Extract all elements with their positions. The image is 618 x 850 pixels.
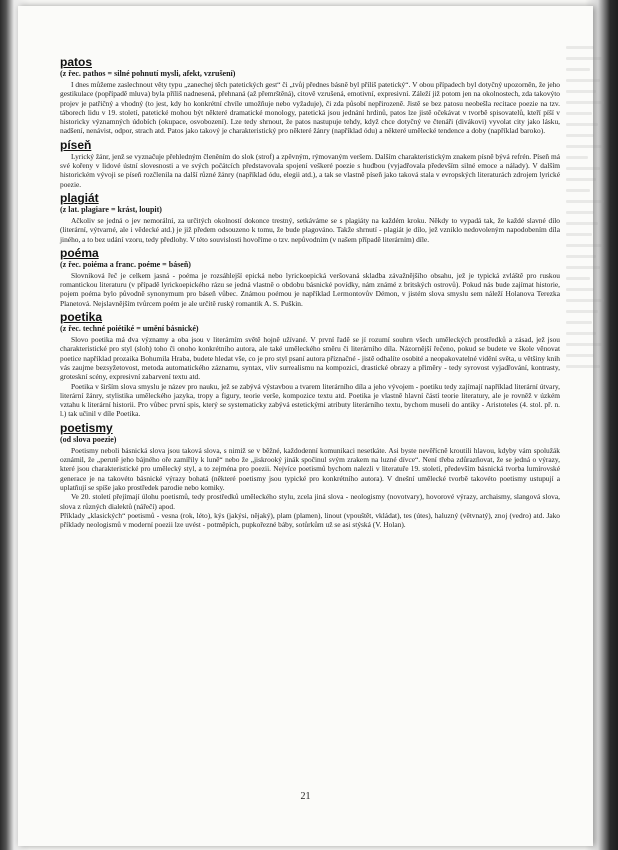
entry-paragraph: Ačkoliv se jedná o jev nemorální, za určitých okolností dokonce trestný, setkáváme se s plagiáty na každém kroku. Někdy to vypadá tak, že každé slavné dílo (literární, výtvarné, ale i vědecké atd.) je již předem odsouzeno k tomu, že bude plagováno. Takže shrnutí - plagiát je dílo, jež vzniklo nedovoleným napodobením díla jiného, a to bez udání vzoru, tedy předlohy. V této souvislosti hovoříme o tzv. nepůvodním (v našem případě literárním) díle. — [60, 215, 560, 244]
entry-paragraph: Slovo poetika má dva významy a oba jsou v literárním světě hojně užívané. V první řadě se jí rozumí souhrn všech uměleckých prostředků a zásad, jež jsou charakteristické pro styl (sloh) toho či onoho konkrétního autora, ale také uměleckého směru či literárního díla. Názornější řečeno, pokud se budete ve škole věnovat poetice například prozaika Bohumila Hraba, budete hledat vše, co je pro styl psaní autora příznačné - jistě odhalíte osobité a neopakovatelné vidění světa, u většiny knih vás zaujme bezsyžetovost, metoda automatického záznamu, syntax, vliv surrealismu na kompozici, drastické obrazy a přiměry - tedy syrovost vyjadřování, kontrasty, groteskní scény, expresivní zabarvení textu atd. — [60, 335, 560, 382]
entry-plagiat — [60, 192, 560, 244]
entry-term: plagiát — [60, 190, 99, 205]
entry-etymology: (z řec. techné poiétiké = umění básnické) — [60, 324, 199, 334]
entry-paragraph: Poetika v širším slova smyslu je název pro nauku, jež se zabývá výstavbou a tvarem literárního díla a jeho vývojem - poetiku tedy zajímají například literární útvary, literární žánry, stylistika uměleckého jazyka, tropy a figury, teorie verše, kompozice textu atd. Poetika je vlastně hlavní částí teorie literatury, ale je rovněž v úzkém vztahu k literární historii. Pro vůbec první spis, který se systematicky zabývá estetickými atributy literárního textu, bychom museli do antiky - Aristoteles (4. stol. př. n. l.) tak učinil v díle Poetika. — [60, 381, 560, 419]
document-body — [60, 56, 560, 532]
entry-etymology: (od slova poezie) — [60, 434, 117, 444]
entry-etymology: (z lat. plagiare = krást, loupit) — [60, 204, 162, 214]
entry-term: poetika — [60, 310, 103, 325]
entry-term: poéma — [60, 245, 99, 260]
entry-poetismy — [60, 422, 560, 530]
bleed-through-text — [566, 46, 606, 806]
entry-paragraph: Příklady „klasických“ poetismů - vesna (rok, léto), kýs (jakýsi, nějaký), plam (plamen), linout (vpouštět, vkládat), tes (útes), haluzný (větvnatý), znoj (vedro) atd. Jako příklady neologismů v moderní poezii lze uvést - potměpích, pupkořezné báby, sotůrkům už se asi stýská (V. Holan). — [60, 510, 560, 530]
entry-poema — [60, 247, 560, 308]
entry-term: píseň — [60, 137, 92, 152]
entry-etymology: (z řec. pathos = silné pohnutí mysli, afekt, vzrušení) — [60, 69, 236, 78]
entry-paragraph: I dnes můžeme zaslechnout věty typu „zanechej těch patetických gest“ či „tvůj přednes básně byl příliš patetický“. V obou případech byl dotyčný upozorněn, že jeho gestikulace (popřípadě mluva) byla příliš nadnesená, přehnaná (až přemrštěná), citově vzrušená, emotivní, expresivní. Záleží již potom jen na okolnostech, zda takovýto projev je patřičný a vhodný (to jest, kdy ho konkrétní chvíle umožňuje nebo vyžaduje), či zda působí nepřirozeně. Jistě se bez patosu neobešla recitace poezie na tzv. táborech lidu v 19. století, patetické mohou být některé dramatické monology, patetická jsou jednání hrdinů, patos lze jistě očekávat v tvorbě spisovatelů, kteří píší v historicky významných údobích (okupace, osvobození). Lze tedy shrnout, že patos nastupuje tehdy, když chce dotyčný ve čtenáři (divákovi) vyvolat city jako lásku, nadšení, nenávist, odpor, strach atd. Patos jako takový je charakteristický pro některé žánry (například ódu) a některé umělecké tendence a doby (například baroko). — [60, 80, 560, 136]
entry-patos — [60, 56, 560, 136]
entry-paragraph: Lyrický žánr, jenž se vyznačuje přehledným členěním do slok (strof) a zpěvným, rýmovaným veršem. Dalším charakteristickým znakem písně bývá refrén. Píseň má své kořeny v lidové ústní slovesnosti a ve svých počátcích představovala spojení veškeré poezie s hudbou (vyjadřovala především silné emoce a nálady). V dalším historickém vývoji se píseň rozčlenila na další různé žánry (například ódu, elegii atd.), a tak se vlastně píseň jako taková stala v evropských literaturách zdrojem lyrické poezie. — [60, 151, 560, 189]
entry-etymology: (z řec. poiéma a franc. poéme = báseň) — [60, 259, 191, 269]
entry-poetika — [60, 311, 560, 419]
entry-term: poetismy — [60, 420, 113, 435]
entry-paragraph: Poetismy neboli básnická slova jsou taková slova, s nimiž se v běžné, každodenní komunikaci nesetkáte. Asi byste nevěřícně kroutili hlavou, kdyby vám spolužák oznámil, že „perutě jeho bájného oře zamířily k luně“ nebo že „jiskrooký jinák spočinul svým zrakem na luzné dívce“. Není třeba zdůrazňovat, že se jedná o výrazy, které jsou charakteristické pro umělecký styl, a to zejména pro poezii. Nejvíce poetismů bychom nalezli v literatuře 19. století, především básnická tvorba lumírovské generace je na takovéto básnické výrazy bohatá (některé poetismy jsou typické pro konkrétního autora). V dnešní umělecké tvorbě takovéto poetismy ustupují a uplatňují se spíše jako prostředek parodie nebo komiky. — [60, 445, 560, 492]
entry-pisen — [60, 139, 560, 189]
entry-term: patos — [60, 55, 93, 69]
page-number: 21 — [300, 791, 311, 802]
document-page — [18, 6, 593, 846]
entry-paragraph: Slovníková řeč je celkem jasná - poéma je rozsáhlejší epická nebo lyrickoepická veršovaná skladba závažnějšího obsahu, jež je typická zvláště pro ruskou romantickou literaturu (v případě lyrickoepického rázu se jedná vlastně o obdobu básnické povídky, nám známé z britských ostrovů). Pokud nás bude zajímat historie, pojem poéma bylo původně synonymum pro báseň vůbec. Známou poémou je například Lermontovův Démon, v jistém slova smyslu sem náleží Holanova Terezka Planetová. Nejslavnějším tvůrcem poém je ale určitě ruský romantik A. S. Puškin. — [60, 270, 560, 308]
entry-paragraph: Ve 20. století přejímají úlohu poetismů, tedy prostředků uměleckého stylu, zcela jiná slova - neologismy (novotvary), hovorové výrazy, archaismy, slangová slova, slova z různých dialektů (nářečí) apod. — [60, 492, 560, 511]
